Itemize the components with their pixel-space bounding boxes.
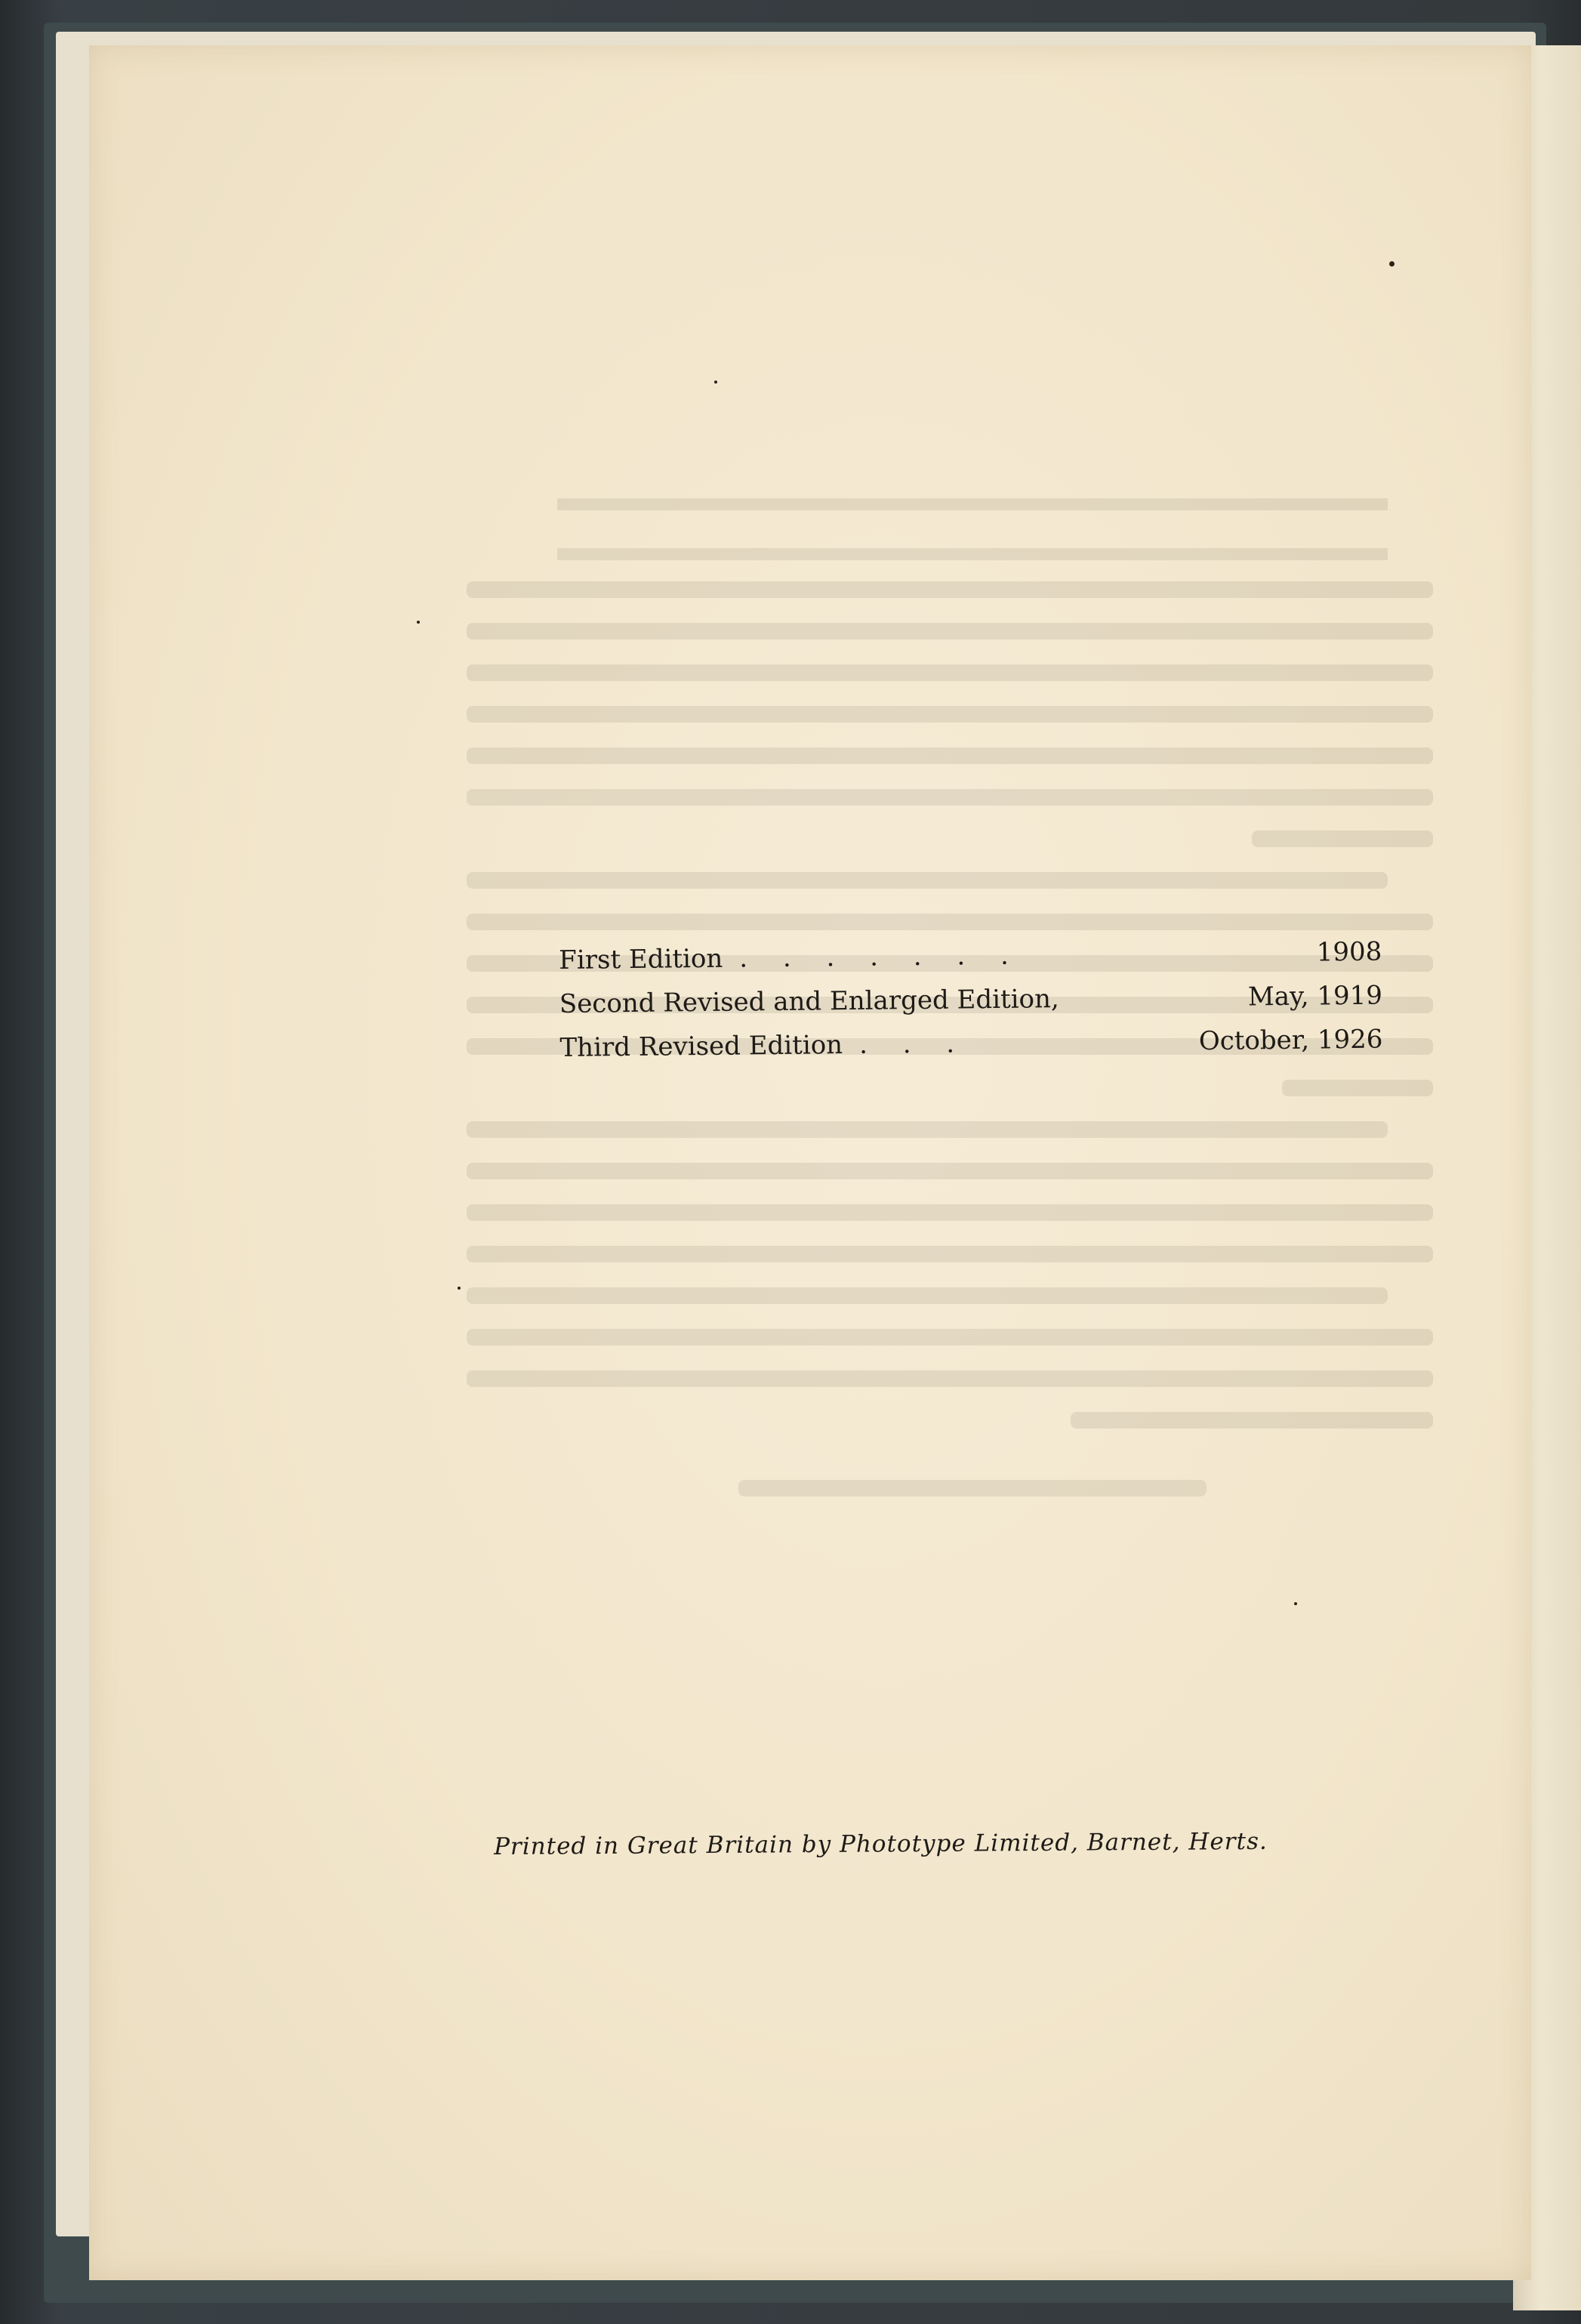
showthrough-line: [467, 1204, 1433, 1221]
showthrough-line: [467, 623, 1433, 640]
showthrough-line: [738, 1480, 1207, 1496]
edition-name: Second Revised and Enlarged Edition,: [559, 984, 1059, 1019]
edition-row-third: [559, 1018, 1383, 1070]
showthrough-line: [1252, 831, 1433, 847]
title-verso-page: [89, 45, 1531, 2280]
leader-dots: . . . . . . .: [739, 940, 1022, 974]
showthrough-line: [467, 706, 1433, 723]
printer-imprint: Printed in Great Britain by Phototype Limited, Barnet, Herts.: [494, 1827, 1268, 1860]
showthrough-line: [467, 1246, 1433, 1262]
showthrough-line: [1282, 1080, 1433, 1096]
showthrough-line: [467, 914, 1433, 930]
showthrough-line: [1071, 1412, 1433, 1429]
edition-date: 1908: [1316, 936, 1382, 968]
edition-name: First Edition: [559, 943, 723, 976]
showthrough-heading-shape: [557, 498, 1388, 560]
showthrough-line: [467, 1287, 1388, 1304]
paper-speck: [1389, 261, 1395, 267]
edition-row-third-left: [559, 1022, 974, 1070]
showthrough-line: [467, 1370, 1433, 1387]
edition-row-second-left: [559, 977, 1082, 1026]
showthrough-line: [467, 1329, 1433, 1345]
showthrough-line: [467, 581, 1433, 598]
paper-speck: [1294, 1602, 1297, 1605]
showthrough-line: [467, 1121, 1388, 1138]
edition-date: October, 1926: [1198, 1024, 1383, 1057]
leader-dots: . . .: [858, 1028, 969, 1060]
edition-name: Third Revised Edition: [559, 1030, 843, 1063]
edition-row-first-left: [559, 933, 1028, 982]
edition-history: [559, 930, 1383, 1070]
showthrough-line: [467, 872, 1388, 889]
paper-speck: [714, 381, 717, 384]
showthrough-line: [467, 789, 1433, 806]
showthrough-line: [467, 1163, 1433, 1179]
paper-speck: [458, 1287, 461, 1290]
showthrough-line: [467, 664, 1433, 681]
edition-date: May, 1919: [1247, 980, 1383, 1013]
showthrough-line: [467, 747, 1433, 764]
paper-speck: [417, 621, 420, 624]
